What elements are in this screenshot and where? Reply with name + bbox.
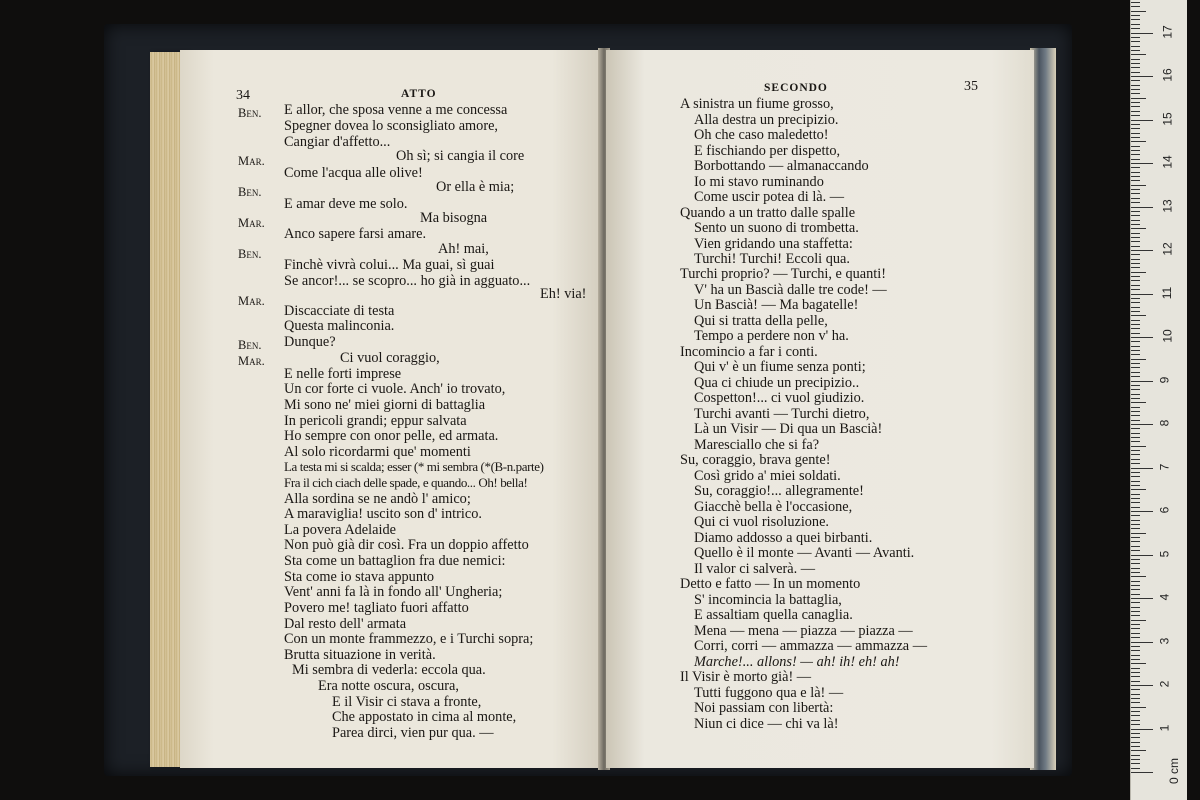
ruler-tick: [1131, 646, 1140, 647]
ruler-tick: [1131, 346, 1140, 347]
verse-line: Quello è il monte — Avanti — Avanti.: [694, 545, 915, 561]
ruler-tick: [1131, 80, 1140, 81]
ruler-tick: [1131, 707, 1146, 708]
ruler-tick: [1131, 637, 1140, 638]
verse-line: Maresciallo che si fa?: [694, 437, 820, 453]
ruler-tick: [1131, 311, 1140, 312]
verse-line: Parea dirci, vien pur qua. —: [332, 725, 494, 741]
ruler-label: 6: [1157, 506, 1172, 514]
verse-line: Giacchè bella è l'occasione,: [694, 499, 853, 515]
verse-line: Al solo ricordarmi que' momenti: [284, 444, 471, 460]
ruler-tick: [1131, 541, 1140, 542]
verse-line: Discacciate di testa: [284, 303, 395, 319]
ruler-tick: [1131, 37, 1140, 38]
ruler-tick: [1131, 89, 1140, 90]
ruler-tick: [1131, 559, 1140, 560]
verse-line: Là un Visir — Di qua un Bascià!: [694, 421, 883, 437]
ruler-tick: [1131, 120, 1153, 121]
verse-line: Ci vuol coraggio,: [340, 350, 440, 366]
ruler-tick: [1131, 524, 1140, 525]
ruler-tick: [1131, 233, 1140, 234]
measuring-ruler: [1130, 0, 1187, 800]
verse-line: Qui v' è un fiume senza ponti;: [694, 359, 866, 375]
verse-line: Come uscir potea di là. —: [694, 189, 845, 205]
verse-line: Dunque?: [284, 334, 336, 350]
verse-line: E assaltiam quella canaglia.: [694, 607, 853, 623]
ruler-tick: [1131, 433, 1140, 434]
ruler-tick: [1131, 546, 1140, 547]
ruler-tick: [1131, 285, 1140, 286]
verse-line: Mena — mena — piazza — piazza —: [694, 623, 913, 639]
ruler-tick: [1131, 280, 1140, 281]
verse-line: Io mi stavo ruminando: [694, 174, 824, 190]
verse-line: Niun ci dice — chi va là!: [694, 716, 839, 732]
speaker-label: Mar.: [238, 216, 265, 230]
ruler-tick: [1131, 246, 1140, 247]
verse-line: E fischiando per dispetto,: [694, 143, 841, 159]
ruler-tick: [1131, 85, 1140, 86]
ruler-tick: [1131, 737, 1140, 738]
ruler-tick: [1131, 668, 1140, 669]
ruler-tick: [1131, 407, 1140, 408]
verse-line: Un Bascià! — Ma bagatelle!: [694, 297, 859, 313]
ruler-tick: [1131, 328, 1140, 329]
ruler-tick: [1131, 115, 1140, 116]
ruler-tick: [1131, 611, 1140, 612]
ruler-tick: [1131, 354, 1140, 355]
verse-line: Brutta situazione in verità.: [284, 647, 436, 663]
ruler-tick: [1131, 46, 1140, 47]
verse-line: Povero me! tagliato fuori affatto: [284, 600, 469, 616]
ruler-tick: [1131, 450, 1140, 451]
ruler-tick: [1131, 537, 1140, 538]
ruler-tick: [1131, 563, 1140, 564]
ruler-tick: [1131, 694, 1140, 695]
verse-line: Turchi avanti — Turchi dietro,: [694, 406, 870, 422]
verse-line: Così grido a' miei soldati.: [694, 468, 841, 484]
speaker-label: Ben.: [238, 185, 262, 199]
ruler-label: 11: [1160, 286, 1175, 299]
verse-line: Corri, corri — ammazza — ammazza —: [694, 638, 928, 654]
verse-line: Anco sapere farsi amare.: [284, 226, 427, 242]
verse-line: Il valor ci salverà. —: [694, 561, 816, 577]
ruler-tick: [1131, 241, 1140, 242]
verse-line: Sta come io stava appunto: [284, 569, 435, 585]
ruler-label: 0 cm: [1167, 757, 1181, 784]
ruler-tick: [1131, 254, 1140, 255]
ruler-label: 8: [1157, 419, 1172, 427]
verse-line: Qua ci chiude un precipizio..: [694, 375, 860, 391]
ruler-tick: [1131, 176, 1140, 177]
ruler-tick: [1131, 624, 1140, 625]
right-page: [606, 50, 1034, 768]
ruler-tick: [1131, 620, 1146, 621]
ruler-tick: [1131, 294, 1153, 295]
verse-line: S' incomincia la battaglia,: [694, 592, 842, 608]
ruler-tick: [1131, 642, 1153, 643]
ruler-tick: [1131, 689, 1140, 690]
verse-line: A maraviglia! uscito son d' intrico.: [284, 506, 482, 522]
ruler-tick: [1131, 333, 1140, 334]
ruler-tick: [1131, 172, 1140, 173]
verse-line: Noi passiam con libertà:: [694, 700, 834, 716]
speaker-label: Mar.: [238, 354, 265, 368]
verse-line: Dal resto dell' armata: [284, 616, 407, 632]
ruler-tick: [1131, 472, 1140, 473]
ruler-tick: [1131, 663, 1146, 664]
verse-line: Cangiar d'affetto...: [284, 134, 391, 150]
ruler-tick: [1131, 507, 1140, 508]
verse-line: Con un monte frammezzo, e i Turchi sopra;: [284, 631, 534, 647]
ruler-tick: [1131, 207, 1153, 208]
ruler-tick: [1131, 289, 1140, 290]
ruler-tick: [1131, 498, 1140, 499]
ruler-tick: [1131, 389, 1140, 390]
ruler-label: 12: [1160, 242, 1175, 256]
ruler-label: 3: [1157, 637, 1172, 644]
ruler-tick: [1131, 402, 1146, 403]
running-head: ATTO: [401, 88, 437, 100]
ruler-label: 7: [1157, 463, 1172, 470]
ruler-tick: [1131, 476, 1140, 477]
ruler-tick: [1131, 202, 1140, 203]
ruler-tick: [1131, 211, 1140, 212]
ruler-tick: [1131, 576, 1146, 577]
verse-line: Ho sempre con onor pelle, ed armata.: [284, 428, 499, 444]
verse-line: V' ha un Bascià dalle tre code! —: [694, 282, 887, 298]
speaker-label: Ben.: [238, 106, 262, 120]
ruler-tick: [1131, 159, 1140, 160]
ruler-tick: [1131, 307, 1140, 308]
ruler-tick: [1131, 681, 1140, 682]
ruler-tick: [1131, 150, 1140, 151]
ruler-tick: [1131, 363, 1140, 364]
ruler-tick: [1131, 650, 1140, 651]
ruler-tick: [1131, 468, 1153, 469]
verse-line: E amar deve me solo.: [284, 196, 408, 212]
ruler-tick: [1131, 494, 1140, 495]
verse-line: Qui ci vuol risoluzione.: [694, 514, 830, 530]
ruler-tick: [1131, 520, 1140, 521]
ruler-tick: [1131, 324, 1140, 325]
ruler-tick: [1131, 459, 1140, 460]
ruler-tick: [1131, 415, 1140, 416]
verse-line: Vent' anni fa là in fondo all' Ungheria;: [284, 584, 503, 600]
ruler-tick: [1131, 350, 1140, 351]
ruler-tick: [1131, 215, 1140, 216]
verse-line: Oh che caso maledetto!: [694, 127, 829, 143]
ruler-tick: [1131, 428, 1140, 429]
ruler-label: 1: [1157, 724, 1172, 731]
ruler-tick: [1131, 341, 1140, 342]
ruler-tick: [1131, 768, 1140, 769]
ruler-tick: [1131, 15, 1140, 16]
ruler-tick: [1131, 267, 1140, 268]
ruler-tick: [1131, 259, 1140, 260]
verse-line: Spegner dovea lo sconsigliato amore,: [284, 118, 498, 134]
ruler-tick: [1131, 106, 1140, 107]
ruler-tick: [1131, 602, 1140, 603]
ruler-tick: [1131, 515, 1140, 516]
running-head: SECONDO: [764, 82, 828, 94]
ruler-tick: [1131, 141, 1146, 142]
verse-line: Borbottando — almanaccando: [694, 158, 869, 174]
ruler-tick: [1131, 772, 1153, 773]
ruler-tick: [1131, 511, 1153, 512]
ruler-tick: [1131, 398, 1140, 399]
verse-line: Tempo a perdere non v' ha.: [694, 328, 849, 344]
ruler-tick: [1131, 698, 1140, 699]
verse-line: La povera Adelaide: [284, 522, 396, 538]
ruler-label: 9: [1157, 376, 1172, 383]
ruler-label: 5: [1157, 550, 1172, 557]
verse-line: Fra il cich ciach delle spade, e quando... Oh! bella!: [284, 475, 528, 490]
ruler-label: 16: [1160, 68, 1175, 82]
ruler-tick: [1131, 733, 1140, 734]
ruler-tick: [1131, 633, 1140, 634]
ruler-label: 17: [1160, 24, 1175, 39]
ruler-tick: [1131, 315, 1146, 316]
ruler-tick: [1131, 446, 1146, 447]
verse-line: E il Visir ci stava a fronte,: [332, 694, 482, 710]
ruler-tick: [1131, 63, 1140, 64]
ruler-tick: [1131, 720, 1140, 721]
verse-line: Alla destra un precipizio.: [694, 112, 839, 128]
ruler-tick: [1131, 228, 1146, 229]
verse-line: Ah! mai,: [438, 241, 489, 257]
ruler-tick: [1131, 193, 1140, 194]
ruler-tick: [1131, 98, 1146, 99]
ruler-tick: [1131, 528, 1140, 529]
ruler-tick: [1131, 19, 1140, 20]
speaker-label: Mar.: [238, 154, 265, 168]
ruler-tick: [1131, 298, 1140, 299]
ruler-tick: [1131, 237, 1140, 238]
ruler-tick: [1131, 659, 1140, 660]
ruler-tick: [1131, 550, 1140, 551]
verse-line: Un cor forte ci vuole. Anch' io trovato,: [284, 381, 506, 397]
ruler-label: 13: [1160, 198, 1175, 213]
ruler-tick: [1131, 572, 1140, 573]
ruler-label: 4: [1157, 593, 1172, 601]
ruler-tick: [1131, 124, 1140, 125]
ruler-tick: [1131, 711, 1140, 712]
ruler-tick: [1131, 224, 1140, 225]
ruler-tick: [1131, 724, 1140, 725]
verse-line: Che appostato in cima al monte,: [332, 709, 517, 725]
ruler-tick: [1131, 763, 1140, 764]
ruler-tick: [1131, 394, 1140, 395]
verse-line: E nelle forti imprese: [284, 366, 402, 382]
ruler-tick: [1131, 302, 1140, 303]
verse-line: Or ella è mia;: [436, 179, 515, 195]
ruler-label: 10: [1160, 329, 1175, 343]
verse-line: Marche!... allons! — ah! ih! eh! ah!: [694, 654, 900, 670]
ruler-tick: [1131, 59, 1140, 60]
ruler-tick: [1131, 759, 1140, 760]
ruler-tick: [1131, 755, 1140, 756]
verse-line: Sento un suono di trombetta.: [694, 220, 859, 236]
ruler-tick: [1131, 220, 1140, 221]
verse-line: Il Visir è morto già! —: [680, 669, 812, 685]
speaker-label: Ben.: [238, 338, 262, 352]
verse-line: Mi sono ne' miei giorni di battaglia: [284, 397, 486, 413]
ruler-tick: [1131, 685, 1153, 686]
verse-line: Diamo addosso a quei birbanti.: [694, 530, 873, 546]
ruler-tick: [1131, 163, 1153, 164]
ruler-tick: [1131, 137, 1140, 138]
ruler-tick: [1131, 615, 1140, 616]
ruler-tick: [1131, 276, 1140, 277]
ruler-tick: [1131, 50, 1140, 51]
verse-line: Su, coraggio!... allegramente!: [694, 483, 864, 499]
ruler-tick: [1131, 481, 1140, 482]
page-number: 34: [236, 88, 250, 103]
ruler-tick: [1131, 729, 1153, 730]
ruler-tick: [1131, 594, 1140, 595]
ruler-tick: [1131, 6, 1140, 7]
ruler-tick: [1131, 746, 1140, 747]
ruler-tick: [1131, 167, 1140, 168]
ruler-tick: [1131, 67, 1140, 68]
ruler-tick: [1131, 146, 1140, 147]
ruler-tick: [1131, 76, 1153, 77]
ruler-tick: [1131, 502, 1140, 503]
ruler-tick: [1131, 102, 1140, 103]
ruler-tick: [1131, 672, 1140, 673]
verse-line: Questa malinconia.: [284, 318, 395, 334]
ruler-tick: [1131, 272, 1146, 273]
ruler-tick: [1131, 28, 1140, 29]
ruler-tick: [1131, 133, 1140, 134]
verse-line: Eh! via!: [540, 286, 587, 302]
verse-line: Tutti fuggono qua e là! —: [694, 685, 844, 701]
ruler-tick: [1131, 72, 1140, 73]
ruler-tick: [1131, 189, 1140, 190]
verse-line: Era notte oscura, oscura,: [318, 678, 459, 694]
ruler-tick: [1131, 154, 1140, 155]
ruler-tick: [1131, 2, 1140, 3]
verse-line: Turchi proprio? — Turchi, e quanti!: [680, 266, 886, 282]
ruler-tick: [1131, 655, 1140, 656]
verse-line: Alla sordina se ne andò l' amico;: [284, 491, 471, 507]
verse-line: In pericoli grandi; eppur salvata: [284, 413, 467, 429]
ruler-tick: [1131, 742, 1140, 743]
ruler-tick: [1131, 715, 1140, 716]
ruler-tick: [1131, 750, 1146, 751]
ruler-tick: [1131, 381, 1153, 382]
ruler-tick: [1131, 41, 1140, 42]
ruler-tick: [1131, 111, 1140, 112]
verse-line: Se ancor!... se scopro... ho già in agguato...: [284, 273, 531, 289]
ruler-tick: [1131, 607, 1140, 608]
ruler-tick: [1131, 376, 1140, 377]
verse-line: Incomincio a far i conti.: [680, 344, 818, 360]
left-page: [180, 50, 603, 768]
verse-line: Vien gridando una staffetta:: [694, 236, 853, 252]
ruler-tick: [1131, 676, 1140, 677]
ruler-tick: [1131, 533, 1146, 534]
ruler-tick: [1131, 463, 1140, 464]
ruler-tick: [1131, 11, 1146, 12]
speaker-label: Ben.: [238, 247, 262, 261]
ruler-tick: [1131, 454, 1140, 455]
ruler-tick: [1131, 180, 1140, 181]
ruler-label: 15: [1160, 111, 1175, 126]
ruler-tick: [1131, 441, 1140, 442]
verse-line: Mi sembra di vederla: eccola qua.: [292, 662, 486, 678]
ruler-label: 14: [1160, 155, 1175, 169]
ruler-tick: [1131, 359, 1146, 360]
ruler-tick: [1131, 54, 1146, 55]
verse-line: Come l'acqua alle olive!: [284, 165, 423, 181]
ruler-tick: [1131, 128, 1140, 129]
verse-line: La testa mi si scalda; esser (* mi sembra (*(B-n.parte): [284, 459, 544, 474]
ruler-tick: [1131, 598, 1153, 599]
ruler-tick: [1131, 489, 1146, 490]
ruler-tick: [1131, 589, 1140, 590]
verse-line: Turchi! Turchi! Eccoli qua.: [694, 251, 850, 267]
verse-line: Cospetton!... ci vuol giudizio.: [694, 390, 865, 406]
verse-line: Quando a un tratto dalle spalle: [680, 205, 856, 221]
ruler-tick: [1131, 185, 1146, 186]
ruler-tick: [1131, 320, 1140, 321]
ruler-tick: [1131, 555, 1153, 556]
ruler-tick: [1131, 367, 1140, 368]
ruler-tick: [1131, 263, 1140, 264]
ruler-tick: [1131, 424, 1153, 425]
verse-line: Su, coraggio, brava gente!: [680, 452, 831, 468]
ruler-tick: [1131, 581, 1140, 582]
ruler-tick: [1131, 702, 1140, 703]
ruler-tick: [1131, 33, 1153, 34]
ruler-tick: [1131, 568, 1140, 569]
ruler-label: 2: [1157, 680, 1172, 688]
ruler-tick: [1131, 628, 1140, 629]
ruler-tick: [1131, 385, 1140, 386]
verse-line: A sinistra un fiume grosso,: [680, 96, 834, 112]
verse-line: Sta come un battaglion fra due nemici:: [284, 553, 506, 569]
verse-line: Finchè vivrà colui... Ma guai, sì guai: [284, 257, 495, 273]
verse-line: E allor, che sposa venne a me concessa: [284, 102, 508, 118]
page-number: 35: [964, 79, 978, 94]
ruler-tick: [1131, 437, 1140, 438]
ruler-tick: [1131, 420, 1140, 421]
ruler-tick: [1131, 585, 1140, 586]
verse-line: Qui si tratta della pelle,: [694, 313, 828, 329]
verse-line: Non può già dir così. Fra un doppio affetto: [284, 537, 529, 553]
ruler-tick: [1131, 198, 1140, 199]
verse-line: Oh sì; si cangia il core: [396, 148, 525, 164]
ruler-tick: [1131, 372, 1140, 373]
ruler-tick: [1131, 411, 1140, 412]
ruler-tick: [1131, 337, 1153, 338]
ruler-tick: [1131, 250, 1153, 251]
speaker-label: Mar.: [238, 294, 265, 308]
ruler-tick: [1131, 24, 1140, 25]
verse-line: Detto e fatto — In un momento: [680, 576, 861, 592]
ruler-tick: [1131, 485, 1140, 486]
verse-line: Ma bisogna: [420, 210, 488, 226]
ruler-tick: [1131, 93, 1140, 94]
